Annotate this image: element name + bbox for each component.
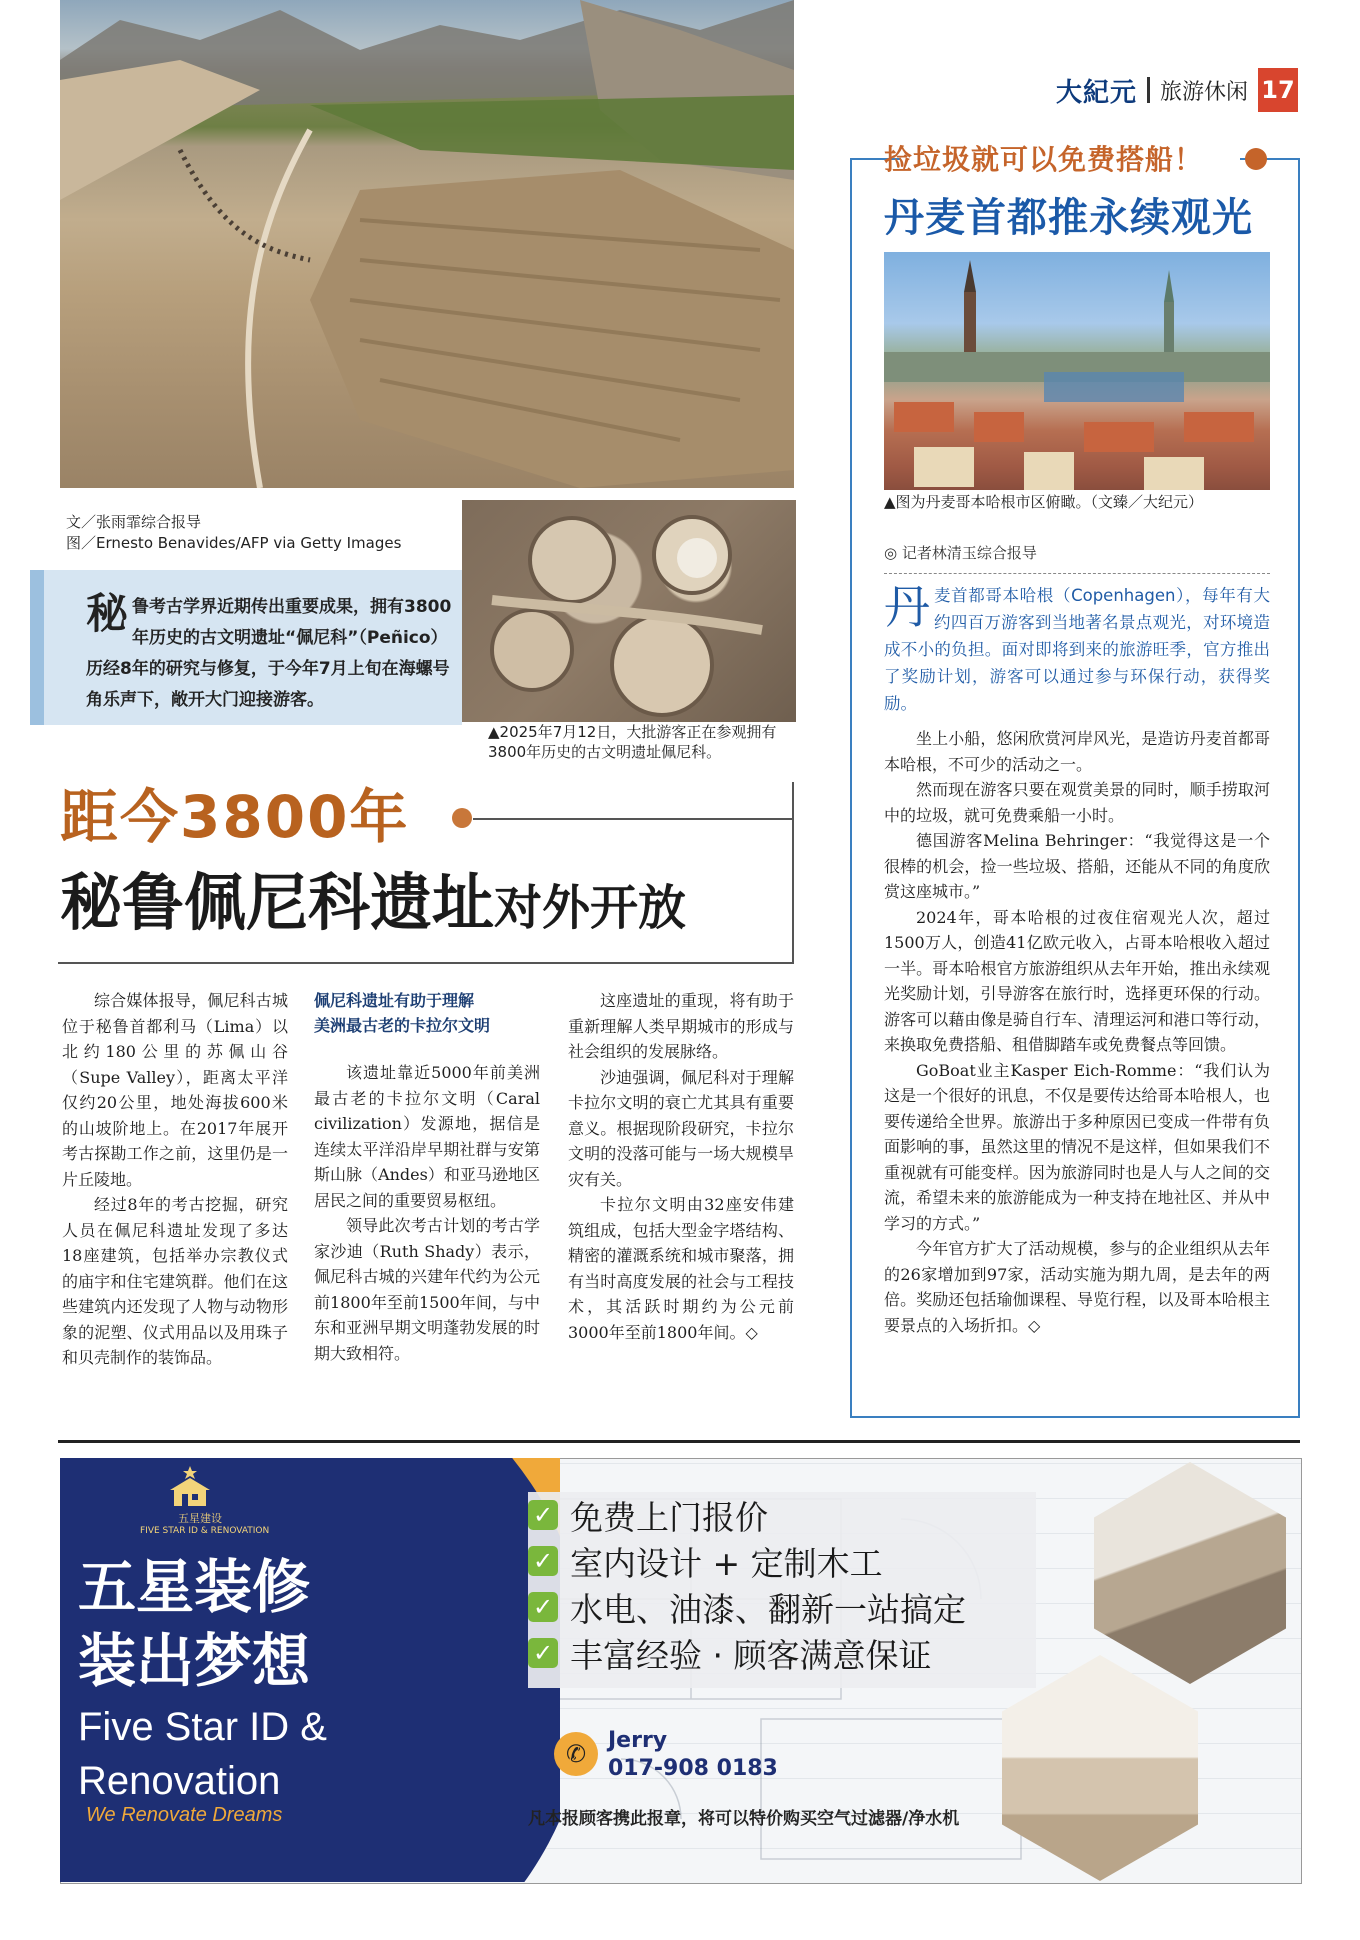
side-lead xyxy=(884,582,1270,717)
headline-small: 对外开放 xyxy=(494,880,687,936)
ad-feature xyxy=(528,1584,1036,1630)
col3-paragraph: 沙迪强调，佩尼科对于理解卡拉尔文明的衰亡尤其具有重要意义。根据现阶段研究，卡拉尔文明的没落可能与一场大规模旱灾有关。 xyxy=(568,1067,794,1189)
side-paragraph: GoBoat业主Kasper Eich-Romme：“我们认为这是一个很好的讯息，不仅是要传达给哥本哈根人，也要传递给全世界。旅游出于多种原因已变成一件带有负面影响的事，虽然这里的情况不是这样，但如果我们不重视就有可能变样。因为旅游同时也是人与人之间的交流，希望未来的旅游能成为一种支持在地社区、并从中学习的方式。” xyxy=(884,1060,1270,1233)
headline-line2 xyxy=(60,864,686,947)
site-photo-caption: ▲2025年7月12日，大批游客正在参观拥有3800年历史的古文明遗址佩尼科。 xyxy=(488,723,777,761)
intro-text: 鲁考古学界近期传出重要成果，拥有3800年历史的古文明遗址“佩尼科”（Peñico）历经8年的研究与修复，于今年7月上旬在海螺号角乐声下，敞开大门迎接游客。 xyxy=(86,597,452,710)
side-paragraph: 坐上小船，悠闲欣赏河岸风光，是造访丹麦首都哥本哈根，不可少的活动之一。 xyxy=(884,729,1270,774)
masthead xyxy=(1056,68,1298,112)
ad-english-line2: Renovation xyxy=(78,1759,281,1803)
check-icon: ✓ xyxy=(528,1500,558,1530)
headline-main: 秘鲁佩尼科遗址 xyxy=(60,866,495,939)
ad-logo-text xyxy=(140,1510,270,1536)
aerial-site-photo xyxy=(462,500,796,722)
check-icon: ✓ xyxy=(528,1592,558,1622)
byline-rule xyxy=(884,573,1270,574)
col1-paragraph: 经过8年的考古挖掘，研究人员在佩尼科遗址发现了多达18座建筑，包括举办宗教仪式的庙宇和住宅建筑群。他们在这些建筑内还发现了人物与动物形象的泥塑、仪式用品以及用珠子和贝壳制作的装饰品。 xyxy=(62,1195,288,1367)
photo-credit: 图／Ernesto Benavides/AFP via Getty Images xyxy=(66,534,402,552)
ad-logo-cn: 五星建设 xyxy=(178,1512,222,1525)
check-icon: ✓ xyxy=(528,1546,558,1576)
headline-rule xyxy=(473,818,793,820)
article-column-3 xyxy=(568,988,794,1345)
masthead-divider xyxy=(1147,77,1150,103)
ad-contact-name: Jerry xyxy=(608,1728,668,1753)
newspaper-logo: 大紀元 xyxy=(1055,77,1137,108)
side-article-body xyxy=(884,726,1270,1338)
col2-subhead xyxy=(314,988,540,1038)
ad-feature-list xyxy=(528,1492,1036,1688)
intro-paragraph xyxy=(86,589,454,716)
ad-feature-text: 免费上门报价 xyxy=(570,1497,768,1537)
main-photo-ruins xyxy=(60,0,794,488)
ad-note: 凡本报顾客携此报章，将可以特价购买空气过滤器/净水机 xyxy=(528,1809,960,1829)
side-paragraph: 然而现在游客只要在观赏美景的同时，顺手捞取河中的垃圾，就可免费乘船一小时。 xyxy=(884,780,1270,825)
section-name: 旅游休闲 xyxy=(1159,79,1248,105)
article-column-1 xyxy=(62,988,288,1371)
side-paragraph: 今年官方扩大了活动规模，参与的企业组织从去年的26家增加到97家，活动实施为期九周，是去年的两倍。奖励还包括瑜伽课程、导览行程，以及哥本哈根主要景点的入场折扣。◇ xyxy=(884,1239,1270,1335)
ad-feature-text: 室内设计 + 定制木工 xyxy=(570,1543,883,1583)
ad-english-line1: Five Star ID & xyxy=(78,1705,327,1749)
ad-headline-line2: 装出梦想 xyxy=(78,1627,311,1695)
intro-dropcap: 秘 xyxy=(86,589,129,638)
page-number: 17 xyxy=(1258,68,1298,112)
article-column-2 xyxy=(314,988,540,1366)
col3-paragraph: 卡拉尔文明由32座安伟建筑组成，包括大型金字塔结构、精密的灌溉系统和城市聚落，拥有当时高度发展的社会与工程技术，其活跃时期约为公元前3000年至前1800年间。◇ xyxy=(568,1195,794,1342)
ad-feature xyxy=(528,1538,1036,1584)
house-logo-icon xyxy=(160,1460,220,1510)
page-divider xyxy=(58,1440,1300,1443)
ad-headline xyxy=(78,1550,310,1698)
ad-tagline: We Renovate Dreams xyxy=(86,1804,283,1826)
side-article-title: 丹麦首都推永续观光 xyxy=(884,195,1253,241)
subtitle-dot xyxy=(1245,148,1267,170)
headline-line1: 距今3800年 xyxy=(60,783,410,851)
copenhagen-caption: ▲图为丹麦哥本哈根市区俯瞰。（文臻／大纪元） xyxy=(884,493,1204,511)
phone-icon: ✆ xyxy=(554,1732,598,1776)
side-lead-dropcap: 丹 xyxy=(884,580,930,634)
intro-accent-bar xyxy=(30,570,44,725)
col3-paragraph: 这座遗址的重现，将有助于重新理解人类早期城市的形成与社会组织的发展脉络。 xyxy=(568,991,794,1061)
col2-paragraph: 该遗址靠近5000年前美洲最古老的卡拉尔文明（Caral civilization）发源地，据信是连续太平洋沿岸早期社群与安第斯山脉（Andes）和亚马逊地区居民之间的重要贸易枢纽。 xyxy=(314,1063,540,1210)
ad-headline-line1: 五星装修 xyxy=(78,1553,311,1621)
col2-subhead-line1: 佩尼科遗址有助于理解 xyxy=(314,991,475,1010)
headline-dot xyxy=(452,808,472,828)
col2-subhead-line2: 美洲最古老的卡拉尔文明 xyxy=(314,1016,491,1035)
ad-feature-text: 丰富经验 · 顾客满意保证 xyxy=(570,1635,932,1675)
side-lead-text: 麦首都哥本哈根（Copenhagen），每年有大约四百万游客到当地著名景点观光，对环境造成不小的负担。面对即将到来的旅游旺季，官方推出了奖励计划，游客可以通过参与环保行动，获得奖励。 xyxy=(884,586,1270,713)
side-paragraph: 2024年，哥本哈根的过夜住宿观光人次，超过1500万人，创造41亿欧元收入，占哥本哈根收入超过一半。哥本哈根官方旅游组织从去年开始，推出永续观光奖励计划，引导游客在旅行时，选择更环保的行动。游客可以藉由像是骑自行车、清理运河和港口等行动，来换取免费搭船、租借脚踏车或免费餐点等回馈。 xyxy=(884,907,1270,1054)
ad-contact-phone[interactable]: 017-908 0183 xyxy=(608,1756,778,1781)
side-paragraph: 德国游客Melina Behringer：“我觉得这是一个很棒的机会，捡一些垃圾、搭船，还能从不同的角度欣赏这座城市。” xyxy=(884,831,1270,901)
col1-paragraph: 综合媒体报导，佩尼科古城位于秘鲁首都利马（Lima）以北约180公里的苏佩山谷（Supe Valley），距离太平洋仅约20公里，地处海拔600米的山坡阶地上。在2017年展开考古探勘工作之前，这里仍是一片丘陵地。 xyxy=(62,991,288,1189)
ad-logo-en: FIVE STAR ID & RENOVATION xyxy=(140,1526,270,1536)
ad-feature xyxy=(528,1492,1036,1538)
side-byline: ◎ 记者林清玉综合报导 xyxy=(884,544,1037,562)
ad-english-name xyxy=(78,1700,327,1808)
copenhagen-photo xyxy=(884,252,1270,490)
side-article-subtitle: 捡垃圾就可以免费搭船！ xyxy=(884,143,1204,176)
check-icon: ✓ xyxy=(528,1638,558,1668)
ad-feature-text: 水电、油漆、翻新一站搞定 xyxy=(570,1589,966,1629)
article-credit: 文／张雨霏综合报导 xyxy=(66,513,202,531)
ad-feature xyxy=(528,1630,1036,1676)
col2-paragraph: 领导此次考古计划的考古学家沙迪（Ruth Shady）表示，佩尼科古城的兴建年代约为公元前1800年至前1500年间，与中东和亚洲早期文明蓬勃发展的时期大致相符。 xyxy=(314,1216,540,1363)
